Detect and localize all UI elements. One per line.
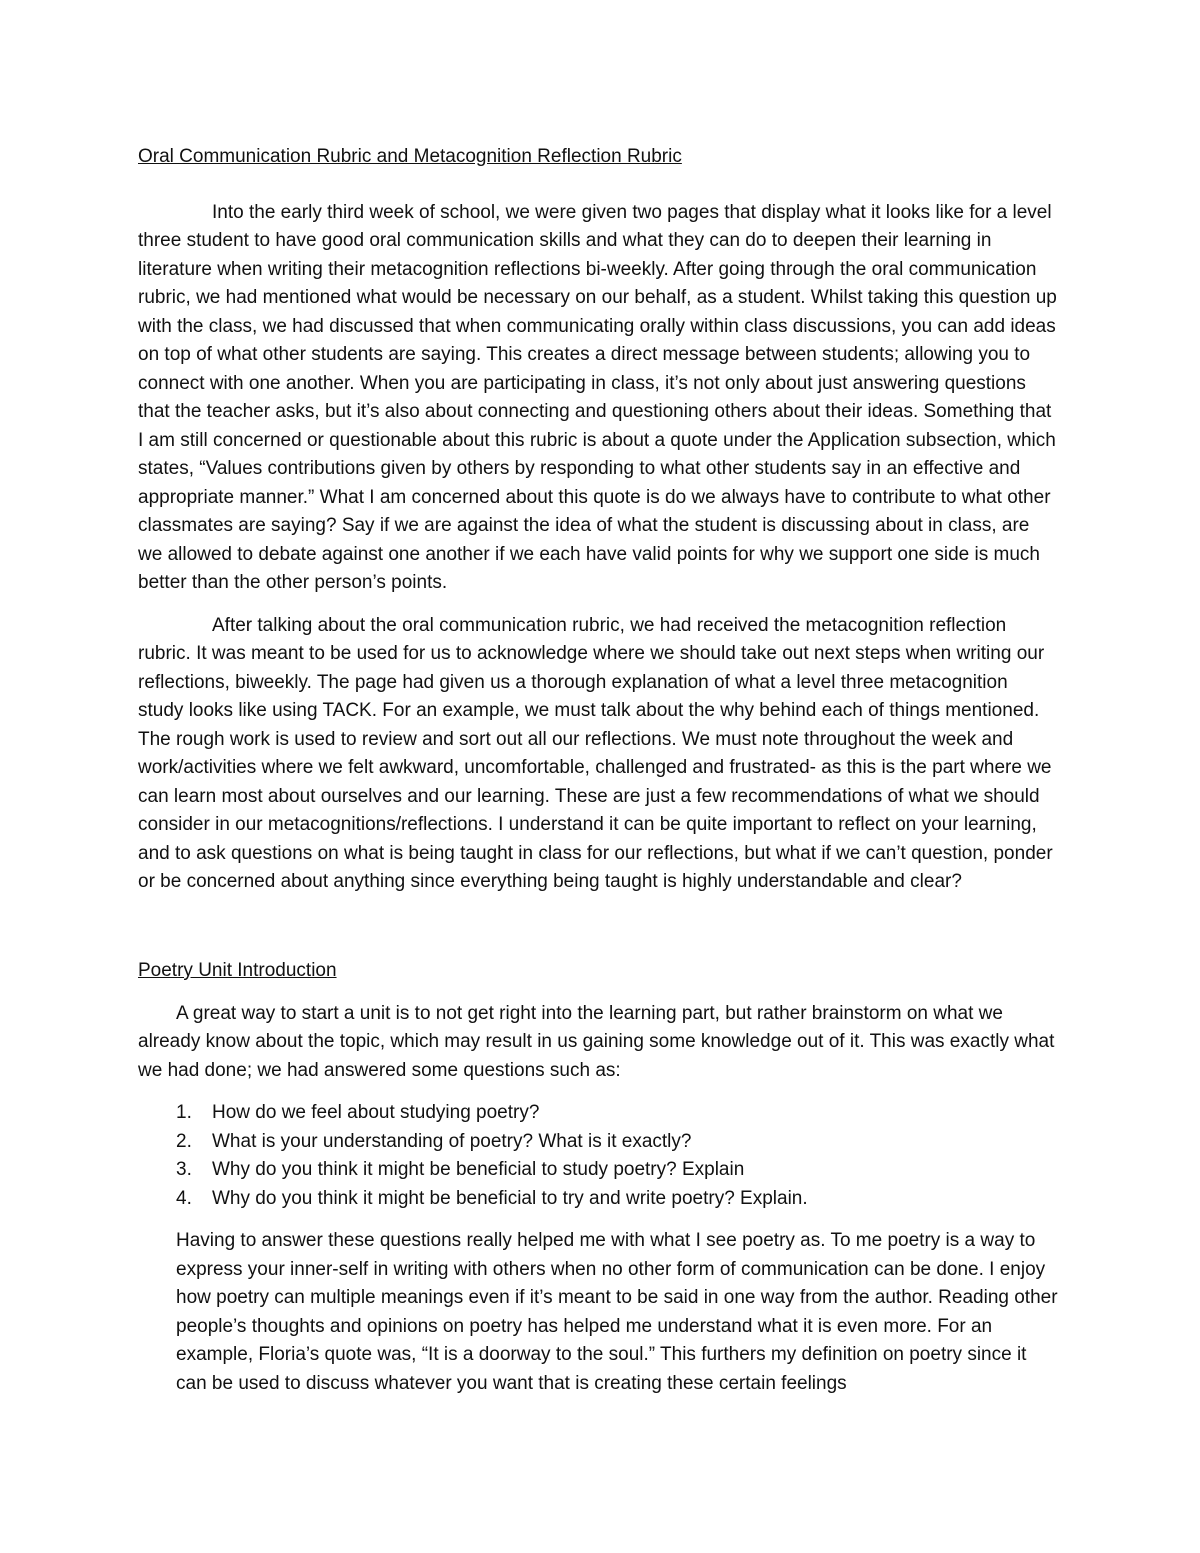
paragraph-metacognition: After talking about the oral communication rubric, we had received the metacognition reflection rubric. It was meant to be used for us to acknowledge where we should take out next steps when writing our reflections, biweekly. The page had given us a thorough explanation of what a level three metacognition study looks like using TACK. For an example, we must talk about the why behind each of things mentioned. The rough work is used to review and sort out all our reflections. We must note throughout the week and work/activities where we felt awkward, uncomfortable, challenged and frustrated- as this is the part where we can learn most about ourselves and our learning. These are just a few recommendations of what we should consider in our metacognitions/reflections. I understand it can be quite important to reflect on your learning, and to ask questions on what is being taught in class for our reflections, but what if we can’t question, ponder or be concerned about anything since everything being taught is highly understandable and clear? (138, 614, 1053, 892)
list-text: What is your understanding of poetry? What is it exactly? (212, 1130, 692, 1152)
list-text: Why do you think it might be beneficial to study poetry? Explain (212, 1159, 745, 1180)
list-item (138, 1185, 1058, 1214)
list-number: 2. (176, 1130, 192, 1152)
list-text: How do we feel about studying poetry? (212, 1102, 540, 1123)
section-rubrics (138, 143, 1058, 897)
paragraph-oral-communication: Into the early third week of school, we were given two pages that display what it looks like for a level three student to have good oral communication skills and what they can do to deepen their learning in literature when writing their metacognition reflections bi-weekly. After going through the oral communication rubric, we had mentioned what would be necessary on our behalf, as a student. Whilst taking this question up with the class, we had discussed that when communicating orally within class discussions, you can add ideas on top of what other students are saying. This creates a direct message between students; allowing you to connect with one another. When you are participating in class, it’s not only about just answering questions that the teacher asks, but it’s also about connecting and questioning others about their ideas. Something that I am still concerned or questionable about this rubric is about a quote under the Application subsection, which states, “Values contributions given by others by responding to what other students say in an effective and appropriate manner.” What I am concerned about this quote is do we always have to contribute to what other classmates are saying? Say if we are against the idea of what the student is discussing about in class, are we allowed to debate against one another if we each have valid points for why we support one side is much better than the other person’s points. (138, 201, 1057, 593)
section-poetry (138, 957, 1058, 1398)
list-item (138, 1128, 1058, 1157)
section-heading-rubrics: Oral Communication Rubric and Metacognition Reflection Rubric (138, 146, 682, 167)
list-number: 3. (176, 1159, 192, 1180)
section-heading-poetry: Poetry Unit Introduction (138, 960, 337, 981)
question-list (138, 1099, 1058, 1213)
list-text: Why do you think it might be beneficial to try and write poetry? Explain. (212, 1187, 808, 1209)
paragraph-poetry-reflection: Having to answer these questions really helped me with what I see poetry as. To me poetry is a way to express your inner-self in writing with others when no other form of communication can be done. I enjoy how poetry can multiple meanings even if it’s meant to be said in one way from the author. Reading other people’s thoughts and opinions on poetry has helped me understand what it is even more. For an example, Floria’s quote was, “It is a doorway to the soul.” This furthers my definition on poetry since it can be used to discuss whatever you want that is creating these certain feelings (176, 1230, 1058, 1394)
list-item (138, 1156, 1058, 1185)
list-number: 1. (176, 1102, 192, 1123)
paragraph-poetry-intro: A great way to start a unit is to not get right into the learning part, but rather brainstorm on what we already know about the topic, which may result in us gaining some knowledge out of it. This was exactly what we had done; we had answered some questions such as: (138, 1002, 1055, 1081)
list-number: 4. (176, 1187, 192, 1209)
list-item (138, 1099, 1058, 1128)
